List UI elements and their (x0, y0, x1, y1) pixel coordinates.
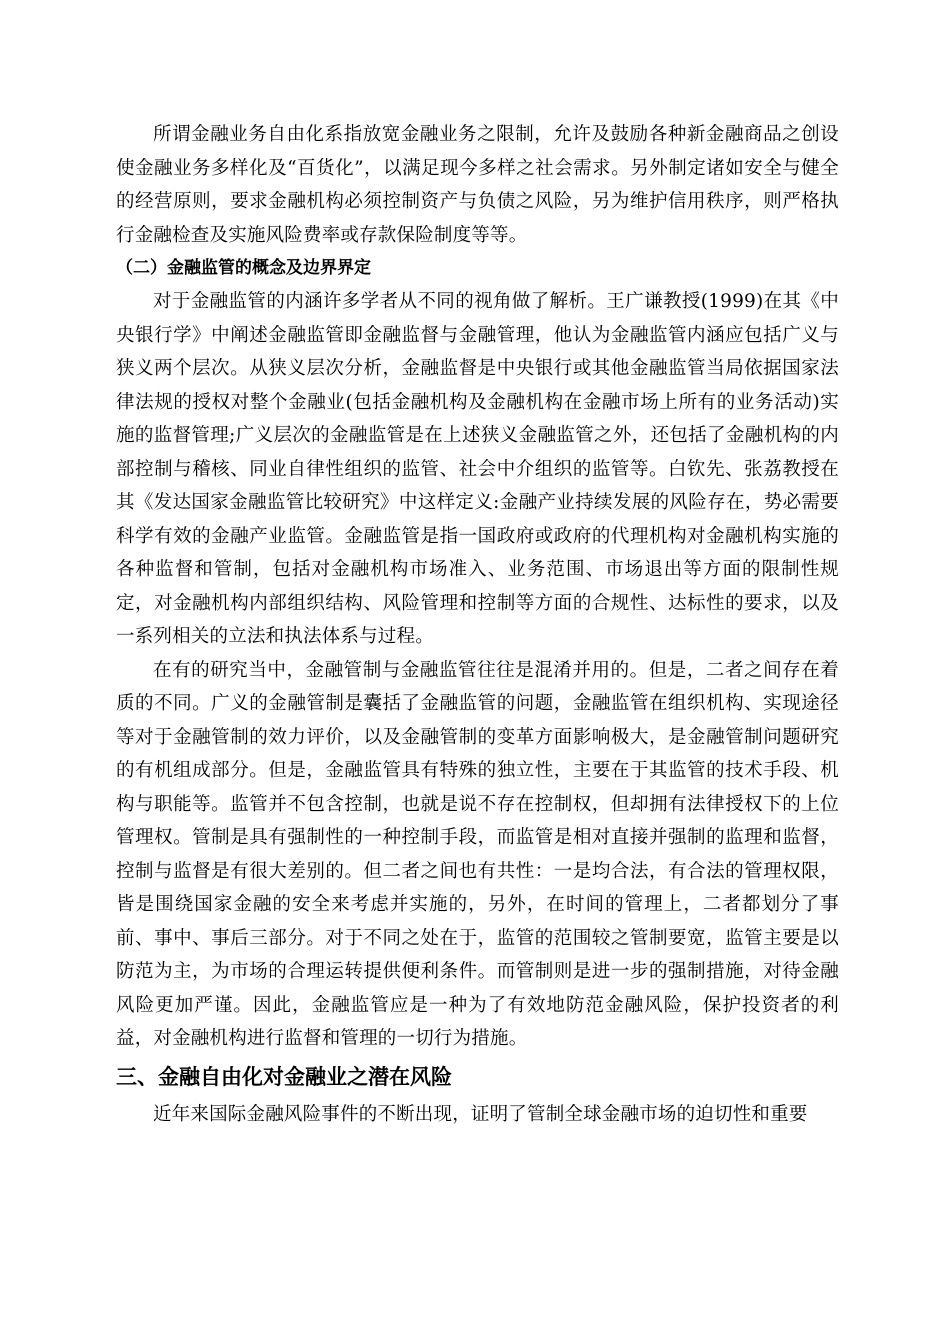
section-heading-regulation-concept: （二）金融监管的概念及边界界定 (116, 258, 371, 278)
paragraph-regulation-definition: 对于金融监管的内涵许多学者从不同的视角做了解析。王广谦教授(1999)在其《中央银行学》中阐述金融监管即金融监督与金融管理，他认为金融监管内涵应包括广义与狭义两个层次。从狭义层次分析，金融监督是中央银行或其他金融监管当局依据国家法律法规的授权对整个金融业(包括金融机构及金融机构在金融市场上所有的业务活动)实施的监督管理;广义层次的金融监管是在上述狭义金融监管之外，还包括了金融机构的内部控制与稽核、同业自律性组织的监管、社会中介组织的监管等。白钦先、张荔教授在其《发达国家金融监管比较研究》中这样定义:金融产业持续发展的风险存在，势必需要科学有效的金融产业监管。金融监管是指一国政府或政府的代理机构对金融机构实施的各种监督和管制，包括对金融机构市场准入、业务范围、市场退出等方面的限制性规定，对金融机构内部组织结构、风险管理和控制等方面的合规性、达标性的要求，以及一系列相关的立法和执法体系与过程。 (116, 291, 839, 647)
section-heading-potential-risks: 三、金融自由化对金融业之潜在风险 (116, 1064, 452, 1089)
paragraph-international-risk-events: 近年来国际金融风险事件的不断出现，证明了管制全球金融市场的迫切性和重要 (153, 1103, 808, 1125)
paragraph-liberalization-definition: 所谓金融业务自由化系指放宽金融业务之限制，允许及鼓励各种新金融商品之创设使金融业务多样化及“百货化”，以满足现今多样之社会需求。另外制定诸如安全与健全的经营原则，要求金融机构必须控制资产与负债之风险，另为维护信用秩序，则严格执行金融检查及实施风险费率或存款保险制度等等。 (116, 124, 840, 246)
document-page (116, 118, 839, 1131)
paragraph-control-vs-supervision: 在有的研究当中，金融管制与金融监管往往是混淆并用的。但是，二者之间存在着质的不同。广义的金融管制是囊括了金融监管的问题，金融监管在组织机构、实现途径等对于金融管制的效力评价，以及金融管制的变革方面影响极大，是金融管制问题研究的有机组成部分。但是，金融监管具有特殊的独立性，主要在于其监管的技术手段、机构与职能等。监管并不包含控制，也就是说不存在控制权，但却拥有法律授权下的上位管理权。管制是具有强制性的一种控制手段，而监管是相对直接并强制的监理和监督，控制与监督是有很大差别的。但二者之间也有共性：一是均合法，有合法的管理权限，皆是围绕国家金融的安全来考虑并实施的，另外，在时间的管理上，二者都划分了事前、事中、事后三部分。对于不同之处在于，监管的范围较之管制要宽，监管主要是以防范为主，为市场的合理运转提供便利条件。而管制则是进一步的强制措施，对待金融风险更加严谨。因此，金融监管应是一种为了有效地防范金融风险，保护投资者的利益，对金融机构进行监督和管理的一切行为措施。 (116, 659, 839, 1049)
